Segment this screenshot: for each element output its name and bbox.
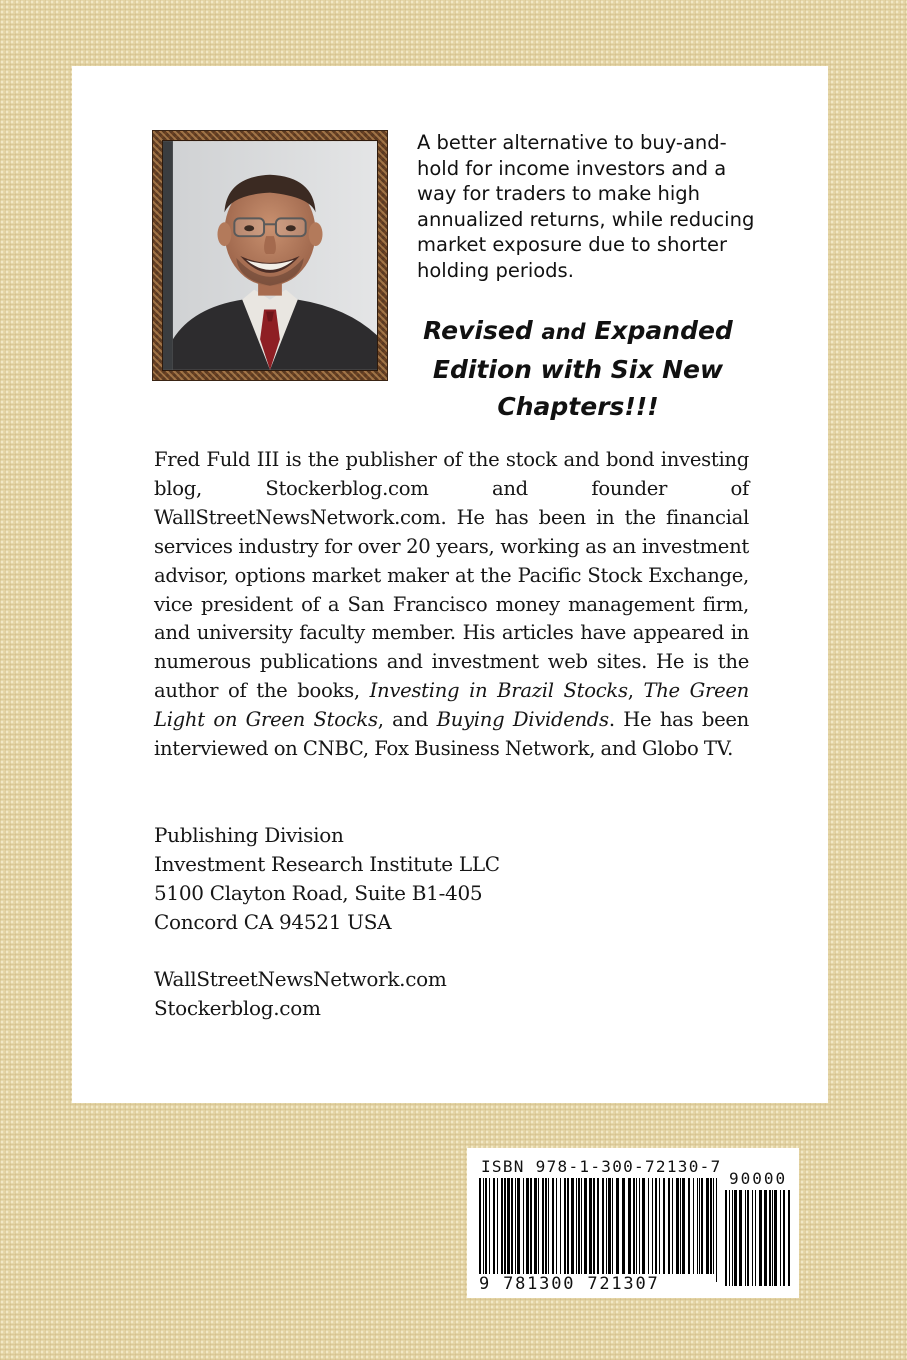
barcode-bar — [564, 1178, 566, 1274]
barcode-bar — [682, 1178, 685, 1274]
barcode-bar — [628, 1178, 631, 1274]
barcode-bar — [548, 1178, 549, 1274]
author-photo-frame — [152, 130, 388, 381]
barcode-bar — [534, 1178, 537, 1274]
barcode-bar — [497, 1178, 498, 1274]
barcode-bar — [602, 1178, 604, 1274]
barcode-bar — [759, 1190, 762, 1286]
barcode-bar — [584, 1178, 587, 1274]
barcode-bar — [706, 1178, 709, 1274]
isbn-barcode — [467, 1148, 799, 1298]
barcode-bar — [552, 1178, 554, 1274]
publisher-line-4: Concord CA 94521 USA — [154, 910, 392, 934]
barcode-bar — [538, 1178, 539, 1274]
barcode-bar — [545, 1178, 547, 1274]
barcode-bar — [556, 1178, 557, 1274]
barcode-bar — [485, 1178, 487, 1274]
ean-digits: 9 781300 721307 — [479, 1274, 660, 1294]
website-stockerblog: Stockerblog.com — [154, 996, 321, 1020]
barcode-bar — [593, 1178, 595, 1274]
barcode-bar — [578, 1178, 580, 1274]
isbn-label: ISBN 978-1-300-72130-7 — [481, 1157, 722, 1176]
intro-blurb: A better alternative to buy-and-hold for income investors and a way for traders to make high annualized returns, while reducing market exposure due to shorter holding periods. — [417, 131, 755, 282]
barcode-bar — [504, 1178, 506, 1274]
barcode-bar — [542, 1178, 544, 1274]
edition-rest: Edition with Six New Chapters!!! — [432, 355, 724, 421]
barcode-bar — [483, 1178, 484, 1274]
barcode-bar — [608, 1178, 611, 1274]
barcode-bar — [774, 1190, 777, 1286]
barcode-bar — [788, 1190, 790, 1286]
barcode-bar — [676, 1178, 679, 1274]
author-bio — [154, 446, 749, 764]
ean-barcode-bars — [479, 1178, 717, 1282]
barcode-bar — [713, 1178, 714, 1274]
barcode-bar — [567, 1178, 569, 1274]
barcode-bar — [783, 1190, 785, 1286]
barcode-bar — [636, 1178, 637, 1274]
barcode-bar — [755, 1190, 756, 1286]
edition-word-expanded: Expanded — [594, 316, 733, 345]
barcode-bar — [734, 1190, 737, 1286]
barcode-bar — [633, 1178, 635, 1274]
author-photo — [162, 140, 378, 371]
barcode-bar — [576, 1178, 577, 1274]
price-code: 90000 — [729, 1169, 788, 1188]
barcode-bar — [639, 1178, 640, 1274]
barcode-bar — [745, 1190, 746, 1286]
barcode-bar — [581, 1178, 582, 1274]
publisher-line-3: 5100 Clayton Road, Suite B1-405 — [154, 881, 483, 905]
barcode-bar — [663, 1178, 665, 1274]
barcode-bar — [622, 1178, 625, 1274]
bio-text-part1: Fred Fuld III is the publisher of the stock and bond investing blog, Stockerblog.com and founder of WallStreetNewsNetwork.com. He has been in the financial services industry for over 20 years, working as an investment advisor, options market maker at the Pacific Stock Exchange, vice president of a San Francisco money management firm, and university faculty member. His articles have appeared in numerous publications and investment web sites. He is the author of the books, — [154, 448, 749, 703]
barcode-bar — [699, 1178, 700, 1274]
edition-word-and: and — [541, 320, 586, 344]
barcode-bar — [493, 1178, 495, 1274]
publisher-line-2: Investment Research Institute LLC — [154, 852, 500, 876]
barcode-bar — [716, 1178, 717, 1282]
barcode-bar — [769, 1190, 771, 1286]
barcode-bar — [616, 1178, 619, 1274]
barcode-bar — [752, 1190, 753, 1286]
barcode-bar — [530, 1178, 532, 1274]
book-title-buying-dividends: Buying Dividends — [436, 708, 609, 732]
publisher-line-1: Publishing Division — [154, 823, 344, 847]
bio-separator-1: , — [627, 679, 644, 703]
barcode-bar — [560, 1178, 561, 1274]
barcode-bar — [501, 1178, 503, 1274]
edition-headline — [408, 312, 748, 425]
barcode-bar — [732, 1190, 733, 1286]
barcode-bar — [515, 1178, 516, 1274]
barcode-bar — [655, 1178, 657, 1274]
book-title-green-light: The Green Light on Green Stocks — [154, 679, 750, 732]
barcode-bar — [672, 1178, 673, 1274]
barcode-bar — [507, 1178, 510, 1274]
barcode-bar — [764, 1190, 767, 1286]
barcode-bar — [606, 1178, 607, 1274]
barcode-bar — [668, 1178, 670, 1274]
barcode-bar — [526, 1178, 529, 1274]
barcode-bar — [612, 1178, 613, 1274]
barcode-bar — [780, 1190, 781, 1286]
barcode-bar — [680, 1178, 681, 1274]
barcode-bar — [517, 1178, 520, 1274]
addon-barcode-bars — [725, 1190, 791, 1294]
website-wallstreetnewsnetwork: WallStreetNewsNetwork.com — [154, 967, 447, 991]
book-title-brazil: Investing in Brazil Stocks — [369, 679, 628, 703]
barcode-bar — [739, 1190, 742, 1286]
barcode-bar — [511, 1178, 513, 1274]
barcode-bar — [489, 1178, 490, 1274]
barcode-bar — [597, 1178, 599, 1282]
barcode-bar — [725, 1190, 727, 1286]
edition-word-revised: Revised — [423, 316, 533, 345]
barcode-bar — [688, 1178, 690, 1274]
barcode-bar — [693, 1178, 694, 1274]
bio-separator-2: , and — [377, 708, 437, 732]
barcode-bar — [642, 1178, 645, 1274]
barcode-bar — [659, 1178, 660, 1274]
publisher-address — [154, 821, 500, 937]
barcode-bar — [747, 1190, 749, 1286]
bio-text-part2: . He has been interviewed on CNBC, Fox Business Network, and Globo TV. — [154, 708, 749, 761]
barcode-bar — [772, 1190, 773, 1286]
website-list — [154, 965, 447, 1023]
barcode-bar — [710, 1178, 712, 1274]
barcode-bar — [523, 1178, 524, 1274]
barcode-bar — [729, 1190, 730, 1286]
barcode-bar — [571, 1178, 574, 1274]
barcode-bar — [479, 1178, 481, 1282]
barcode-bar — [652, 1178, 653, 1274]
barcode-bar — [648, 1178, 649, 1274]
barcode-bar — [697, 1178, 698, 1274]
barcode-bar — [701, 1178, 703, 1274]
barcode-bar — [589, 1178, 592, 1274]
